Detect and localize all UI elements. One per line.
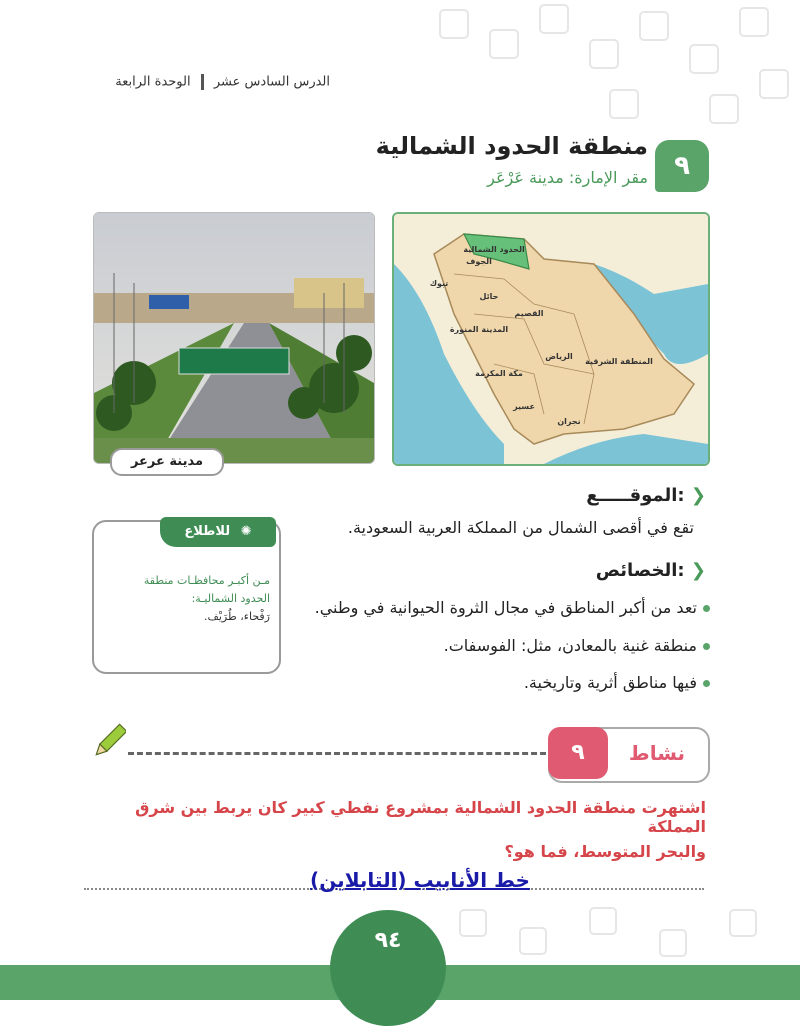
- feature-item-text: تعد من أكبر المناطق في مجال الثروة الحيوانية في وطني.: [314, 598, 697, 617]
- chevron-left-icon: ❯: [690, 560, 706, 581]
- map-label-qassim: القصيم: [514, 309, 544, 318]
- activity-number: ٩: [548, 727, 608, 779]
- photo-caption: مدينة عرعر: [110, 448, 224, 476]
- info-line: رَفْحاء، طُرَيْف.: [203, 610, 270, 623]
- map-label-northern: الحدود الشمالية: [463, 245, 525, 254]
- section-number-badge: ٩: [655, 140, 709, 192]
- activity-answer: خط الأنابيب (التابلاين): [310, 868, 530, 892]
- page-number: ٩٤: [374, 928, 402, 953]
- map-label-tabuk: تبوك: [429, 279, 449, 288]
- feature-item: [290, 673, 710, 692]
- map-label-eastern: المنطقة الشرقية: [585, 357, 653, 366]
- info-line: مـن أكبـر محافظـات منطقة: [143, 574, 270, 587]
- feature-item-text: منطقة غنية بالمعادن، مثل: الفوسفات.: [443, 636, 697, 655]
- regions-map: [392, 212, 710, 466]
- pencil-icon: [92, 722, 126, 762]
- chevron-left-icon: ❯: [690, 485, 706, 506]
- info-tag: [160, 517, 276, 547]
- location-heading: [470, 485, 706, 506]
- bullet-icon: [703, 680, 710, 687]
- page-header: [0, 74, 330, 90]
- map-label-madinah: المدينة المنورة: [449, 325, 509, 334]
- info-line: الحدود الشماليـة:: [191, 592, 270, 605]
- map-label-makkah: مكة المكرمة: [475, 369, 523, 378]
- header-unit: الوحدة الرابعة: [115, 74, 191, 90]
- lightbulb-icon: ✺: [240, 524, 252, 539]
- header-lesson: الدرس السادس عشر: [213, 74, 330, 90]
- map-label-riyadh: الرياض: [545, 352, 573, 361]
- bullet-icon: [703, 605, 710, 612]
- location-text: تقع في أقصى الشمال من المملكة العربية السعودية.: [347, 518, 694, 537]
- feature-item-text: فيها مناطق أثرية وتاريخية.: [523, 673, 697, 692]
- map-label-jouf: الجوف: [466, 257, 492, 266]
- activity-question-line1: اشتهرت منطقة الحدود الشمالية بمشروع نفطي كبير كان يربط بين شرق المملكة: [135, 798, 706, 836]
- location-heading-text: الموقـــــع:: [586, 485, 685, 506]
- features-heading: [470, 560, 706, 581]
- bullet-icon: [703, 643, 710, 650]
- map-label-asir: عسير: [513, 402, 535, 411]
- activity-question-line2: والبحر المتوسط، فما هو؟: [504, 842, 706, 861]
- feature-item: [290, 636, 710, 655]
- city-photo: [93, 212, 375, 464]
- dashed-divider: [128, 752, 546, 755]
- activity-label: نشاط: [628, 741, 686, 765]
- info-text: [100, 572, 270, 626]
- info-tag-label: للاطلاع: [184, 524, 231, 539]
- background-pattern-bottom: [400, 900, 800, 965]
- header-separator: [201, 74, 204, 90]
- features-heading-text: الخصائص:: [595, 560, 685, 581]
- section-subtitle: مقر الإمارة: مدينة عَرْعَر: [487, 168, 648, 187]
- map-label-najran: نجران: [557, 417, 581, 426]
- background-pattern: [380, 0, 800, 150]
- map-label-hail: حائل: [479, 292, 499, 301]
- feature-item: [290, 598, 710, 617]
- section-title: منطقة الحدود الشمالية: [375, 132, 648, 160]
